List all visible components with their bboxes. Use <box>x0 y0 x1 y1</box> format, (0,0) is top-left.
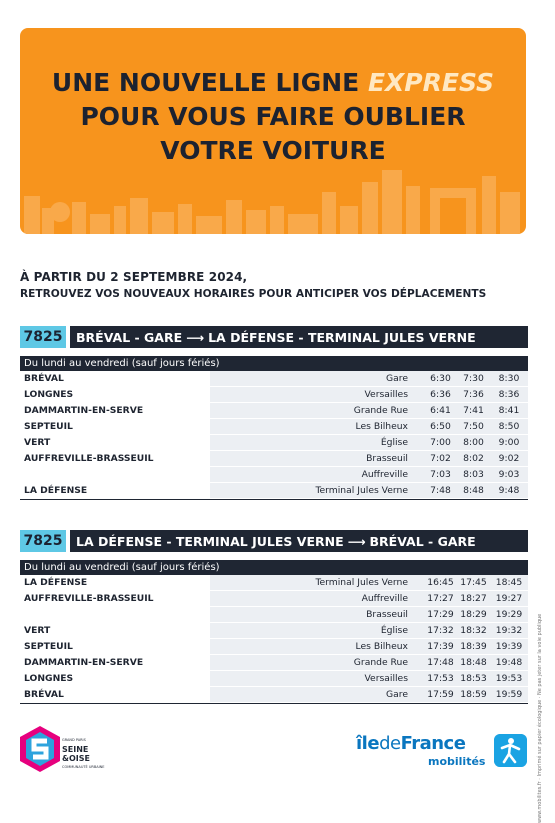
idf-mobilites-text: mobilités <box>428 755 486 768</box>
route-header <box>20 326 528 348</box>
headline-line2: POUR VOUS FAIRE OUBLIER <box>80 102 466 131</box>
sgp-line2: &OISE <box>62 754 90 763</box>
stop-times <box>210 435 528 450</box>
sgp-tagline: COMMUNAUTÉ URBAINE <box>62 765 105 769</box>
table-row <box>20 483 528 499</box>
departure-time: 9:03 <box>498 469 520 480</box>
headline <box>20 66 526 168</box>
departure-time: 17:45 <box>460 577 487 588</box>
seine-oise-logo-icon <box>20 726 60 772</box>
route-header <box>20 530 528 552</box>
stop-name: Versailles <box>364 389 408 400</box>
city-name: AUFFREVILLE-BRASSEUIL <box>24 453 154 464</box>
stop-name: Brasseuil <box>366 453 408 464</box>
departure-time: 18:59 <box>460 689 487 700</box>
table-row <box>20 671 528 687</box>
side-note <box>530 613 543 823</box>
departure-time: 7:36 <box>463 389 484 400</box>
pedestrian-icon <box>494 734 527 767</box>
headline-express: EXPRESS <box>367 68 495 97</box>
stop-name: Grande Rue <box>353 405 408 416</box>
departure-time: 7:02 <box>430 453 451 464</box>
stop-name: Gare <box>386 373 408 384</box>
city-name: BRÉVAL <box>24 689 64 700</box>
departure-time: 9:00 <box>498 437 520 448</box>
departure-time: 17:29 <box>427 609 454 620</box>
departure-time: 6:30 <box>430 373 451 384</box>
intro-message: RETROUVEZ VOS NOUVEAUX HORAIRES POUR ANTICIPER VOS DÉPLACEMENTS <box>20 288 487 300</box>
route-origin: BRÉVAL - GARE <box>76 329 183 345</box>
departure-time: 17:27 <box>427 593 454 604</box>
stop-name: Terminal Jules Verne <box>315 485 408 496</box>
seine-oise-wordmark <box>62 736 105 772</box>
departure-time: 7:00 <box>430 437 451 448</box>
stop-times <box>210 403 528 418</box>
service-days: Du lundi au vendredi (sauf jours fériés) <box>20 356 528 371</box>
city-name: SEPTEUIL <box>24 641 73 652</box>
city-name: SEPTEUIL <box>24 421 73 432</box>
departure-time: 18:45 <box>495 577 523 588</box>
route-destination: BRÉVAL - GARE <box>369 533 476 549</box>
stop-times <box>210 451 528 466</box>
city-name <box>20 607 210 622</box>
arrow-right-icon: ⟶ <box>186 329 205 345</box>
departure-time: 19:27 <box>495 593 523 604</box>
table-row <box>20 403 528 419</box>
departure-time: 17:59 <box>427 689 454 700</box>
table-row <box>20 639 528 655</box>
sgp-line1: SEINE <box>62 745 89 754</box>
stop-times <box>210 371 528 386</box>
city-name: LONGNES <box>24 389 74 400</box>
city-name: AUFFREVILLE-BRASSEUIL <box>24 593 154 604</box>
departure-time: 8:03 <box>463 469 484 480</box>
table-row <box>20 451 528 467</box>
city-name: VERT <box>24 437 51 448</box>
stop-name: Auffreville <box>361 593 408 604</box>
stop-name: Terminal Jules Verne <box>315 577 408 588</box>
table-row <box>20 655 528 671</box>
stop-times <box>210 655 528 670</box>
departure-time: 6:41 <box>430 405 451 416</box>
headline-line3: VOTRE VOITURE <box>160 136 386 165</box>
departure-time: 18:29 <box>460 609 487 620</box>
departure-time: 8:41 <box>498 405 520 416</box>
departure-time: 19:29 <box>495 609 523 620</box>
stop-times <box>210 623 528 638</box>
departure-time: 17:32 <box>427 625 454 636</box>
departure-time: 18:27 <box>460 593 487 604</box>
route-name <box>70 326 528 348</box>
service-days: Du lundi au vendredi (sauf jours fériés) <box>20 560 528 575</box>
table-row <box>20 623 528 639</box>
table-row <box>20 371 528 387</box>
stop-times <box>210 467 528 482</box>
departure-time: 16:45 <box>427 577 454 588</box>
city-name: DAMMARTIN-EN-SERVE <box>24 657 144 668</box>
departure-time: 9:48 <box>498 485 520 496</box>
city-name: DAMMARTIN-EN-SERVE <box>24 405 144 416</box>
table-row <box>20 607 528 623</box>
departure-time: 9:02 <box>498 453 520 464</box>
timetable-body <box>20 371 528 500</box>
route-destination: LA DÉFENSE - TERMINAL JULES VERNE <box>208 329 476 345</box>
departure-time: 7:03 <box>430 469 451 480</box>
stop-times <box>210 387 528 402</box>
departure-time: 19:48 <box>495 657 523 668</box>
stop-times <box>210 483 528 498</box>
stop-times <box>210 639 528 654</box>
start-date-text: À PARTIR DU 2 SEPTEMBRE 2024, <box>20 270 248 284</box>
departure-time: 6:36 <box>430 389 451 400</box>
stop-times <box>210 575 528 590</box>
timetable-return <box>20 530 528 704</box>
departure-time: 8:36 <box>498 389 520 400</box>
arrow-right-icon: ⟶ <box>347 533 366 549</box>
timetable-body <box>20 575 528 704</box>
departure-time: 19:32 <box>495 625 523 636</box>
line-number-badge: 7825 <box>20 530 66 552</box>
table-row <box>20 591 528 607</box>
stop-name: Les Bilheux <box>355 641 408 652</box>
stop-times <box>210 419 528 434</box>
idf-ile: île <box>356 733 380 754</box>
city-name: LONGNES <box>24 673 74 684</box>
city-name: LA DÉFENSE <box>24 577 88 588</box>
departure-time: 17:39 <box>427 641 454 652</box>
stop-name: Église <box>380 437 408 448</box>
departure-time: 7:48 <box>430 485 451 496</box>
stop-times <box>210 591 528 606</box>
stop-name: Les Bilheux <box>355 421 408 432</box>
stop-name: Brasseuil <box>366 609 408 620</box>
departure-time: 19:53 <box>495 673 523 684</box>
departure-time: 18:53 <box>460 673 487 684</box>
departure-time: 17:53 <box>427 673 454 684</box>
departure-time: 19:59 <box>495 689 523 700</box>
departure-time: 8:50 <box>498 421 520 432</box>
table-row <box>20 467 528 483</box>
idf-france: France <box>400 733 466 754</box>
departure-time: 18:32 <box>460 625 487 636</box>
route-origin: LA DÉFENSE - TERMINAL JULES VERNE <box>76 533 344 549</box>
stop-name: Versailles <box>364 673 408 684</box>
stop-times <box>210 671 528 686</box>
stop-name: Grande Rue <box>353 657 408 668</box>
line-number-badge: 7825 <box>20 326 66 348</box>
headline-line1: UNE NOUVELLE LIGNE <box>51 68 368 97</box>
table-row <box>20 419 528 435</box>
stop-name: Gare <box>386 689 408 700</box>
table-row <box>20 387 528 403</box>
header-banner <box>20 28 526 234</box>
idf-mobilites-logo <box>356 733 465 754</box>
route-name <box>70 530 528 552</box>
departure-time: 18:48 <box>460 657 487 668</box>
side-note-text: www.mobilites.fr · Imprimé sur papier écologique · Ne pas jeter sur la voie publique <box>537 613 543 823</box>
stop-name: Église <box>380 625 408 636</box>
city-skyline-illustration <box>20 162 526 234</box>
timetable-outbound <box>20 326 528 500</box>
departure-time: 17:48 <box>427 657 454 668</box>
stop-name: Auffreville <box>361 469 408 480</box>
departure-time: 6:50 <box>430 421 451 432</box>
table-row <box>20 687 528 703</box>
city-name <box>20 467 210 482</box>
departure-time: 8:48 <box>463 485 484 496</box>
departure-time: 8:30 <box>498 373 520 384</box>
idf-de: de <box>379 733 401 754</box>
table-row <box>20 575 528 591</box>
departure-time: 7:41 <box>463 405 484 416</box>
table-row <box>20 435 528 451</box>
departure-time: 8:00 <box>463 437 484 448</box>
city-name: LA DÉFENSE <box>24 485 88 496</box>
departure-time: 18:39 <box>460 641 487 652</box>
city-name: VERT <box>24 625 51 636</box>
departure-time: 7:50 <box>463 421 484 432</box>
departure-time: 19:39 <box>495 641 523 652</box>
stop-times <box>210 607 528 622</box>
departure-time: 7:30 <box>463 373 484 384</box>
departure-time: 8:02 <box>463 453 484 464</box>
city-name: BRÉVAL <box>24 373 64 384</box>
stop-times <box>210 687 528 702</box>
sgp-small-text: GRAND PARIS <box>62 738 86 742</box>
